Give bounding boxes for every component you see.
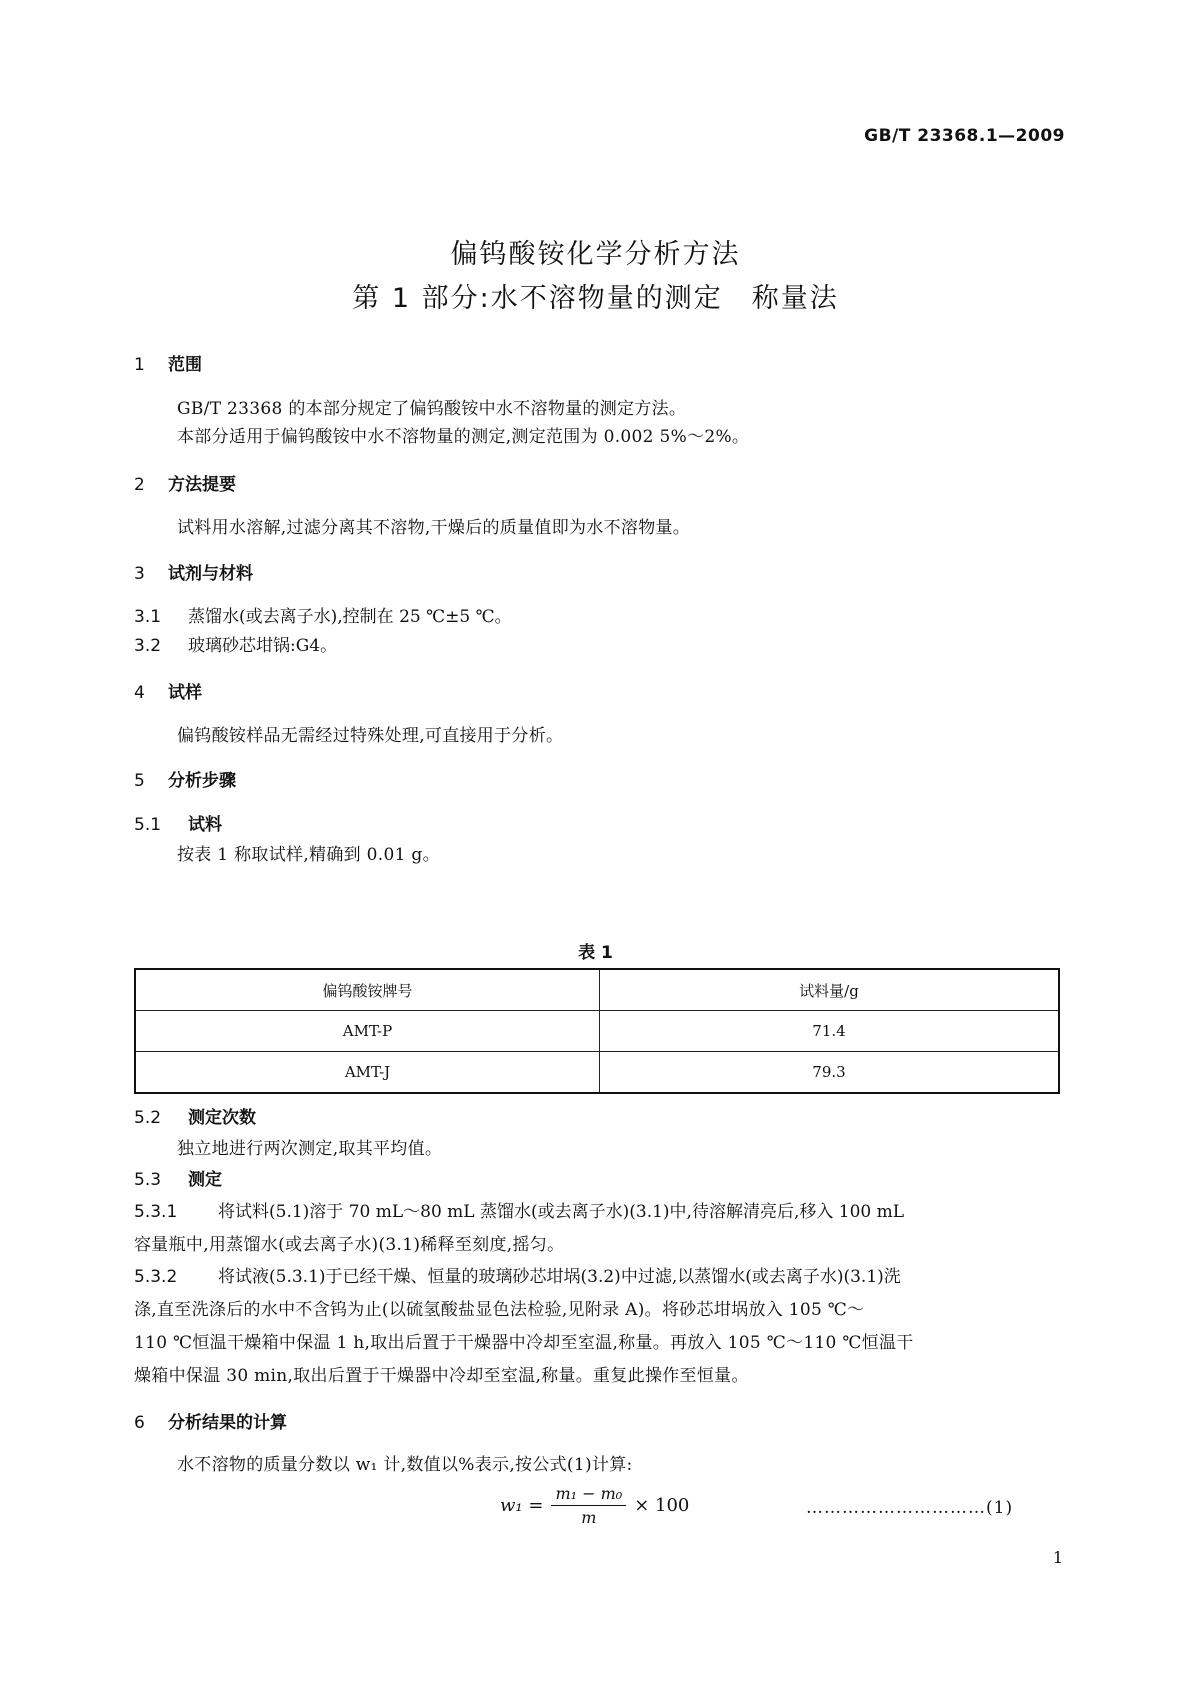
section-6-paragraph: 水不溶物的质量分数以 w₁ 计,数值以%表示,按公式(1)计算: [177, 1455, 633, 1475]
item-number: 3.1 [134, 607, 162, 627]
section-number: 1 [134, 355, 145, 375]
equation-number: …………………………(1) [806, 1498, 1014, 1518]
formula-denominator: m [581, 1508, 597, 1527]
section-number: 5.3 [134, 1170, 162, 1190]
section-title: 试料 [188, 815, 222, 835]
item-5-3-2-line-1 [134, 1262, 901, 1287]
section-title: 范围 [168, 355, 202, 375]
section-number: 5.2 [134, 1108, 162, 1128]
page-number: 1 [1052, 1548, 1063, 1567]
section-2-paragraph-1: 试料用水溶解,过滤分离其不溶物,干燥后的质量值即为水不溶物量。 [177, 518, 691, 538]
item-5-3-2-line-2: 涤,直至洗涤后的水中不含钨为止(以硫氢酸盐显色法检验,见附录 A)。将砂芯坩埚放入 105 ℃～ [134, 1300, 865, 1320]
item-5-3-2-line-4: 燥箱中保温 30 min,取出后置于干燥器中冷却至室温,称量。重复此操作至恒量。 [134, 1366, 749, 1386]
section-number: 6 [134, 1413, 145, 1433]
section-5-2-heading [134, 1103, 256, 1128]
item-text: 将试料(5.1)溶于 70 mL～80 mL 蒸馏水(或去离子水)(3.1)中,待溶解清亮后,移入 100 mL [218, 1202, 905, 1222]
section-number: 5.1 [134, 815, 162, 835]
section-title: 测定次数 [188, 1108, 256, 1128]
section-1-heading [134, 350, 202, 375]
item-5-3-1-line-2: 容量瓶中,用蒸馏水(或去离子水)(3.1)稀释至刻度,摇匀。 [134, 1235, 565, 1255]
section-1-paragraph-2: 本部分适用于偏钨酸铵中水不溶物量的测定,测定范围为 0.002 5%～2%。 [177, 427, 750, 447]
table-header-cell: 试料量/g [600, 969, 1060, 1011]
item-5-3-1-line-1 [134, 1197, 904, 1222]
table-cell: AMT-P [135, 1011, 600, 1052]
section-title: 方法提要 [168, 475, 236, 495]
formula-lhs: w₁ = [500, 1495, 544, 1516]
item-number: 5.3.2 [134, 1267, 178, 1287]
section-5-2-paragraph: 独立地进行两次测定,取其平均值。 [177, 1139, 443, 1159]
item-number: 3.2 [134, 636, 162, 656]
table-header-cell: 偏钨酸铵牌号 [135, 969, 600, 1011]
item-text: 蒸馏水(或去离子水),控制在 25 ℃±5 ℃。 [188, 607, 512, 627]
formula-fraction [551, 1484, 626, 1527]
section-6-heading [134, 1408, 287, 1433]
table-cell: AMT-J [135, 1052, 600, 1094]
section-2-heading [134, 470, 236, 495]
item-3-2 [134, 631, 337, 656]
section-title: 分析结果的计算 [168, 1413, 287, 1433]
section-4-heading [134, 678, 202, 703]
section-5-1-heading [134, 810, 222, 835]
table-caption: 表 1 [578, 943, 613, 963]
section-5-heading [134, 766, 236, 791]
table-cell: 71.4 [600, 1011, 1060, 1052]
section-title: 试样 [168, 683, 202, 703]
table-row [135, 1052, 1059, 1094]
section-title: 分析步骤 [168, 771, 236, 791]
section-title: 试剂与材料 [168, 564, 253, 584]
section-1-paragraph-1: GB/T 23368 的本部分规定了偏钨酸铵中水不溶物量的测定方法。 [177, 399, 687, 419]
section-5-1-paragraph: 按表 1 称取试样,精确到 0.01 g。 [177, 845, 440, 865]
item-5-3-2-line-3: 110 ℃恒温干燥箱中保温 1 h,取出后置于干燥器中冷却至室温,称量。再放入 105 ℃～110 ℃恒温干 [134, 1333, 914, 1353]
section-4-paragraph-1: 偏钨酸铵样品无需经过特殊处理,可直接用于分析。 [177, 726, 564, 746]
item-text: 玻璃砂芯坩锅:G4。 [188, 636, 338, 656]
document-title-line2: 第 1 部分:水不溶物量的测定 称量法 [352, 283, 839, 314]
formula-numerator: m₁ − m₀ [551, 1484, 626, 1506]
formula-rhs: × 100 [634, 1495, 690, 1516]
document-title-line1: 偏钨酸铵化学分析方法 [450, 239, 741, 270]
section-5-3-heading [134, 1165, 222, 1190]
sample-mass-table [134, 968, 1060, 1094]
section-number: 2 [134, 475, 145, 495]
section-number: 5 [134, 771, 145, 791]
table-row [135, 1011, 1059, 1052]
item-3-1 [134, 602, 512, 627]
table-cell: 79.3 [600, 1052, 1060, 1094]
section-3-heading [134, 559, 253, 584]
table-header-row [135, 969, 1059, 1011]
section-number: 4 [134, 683, 145, 703]
section-number: 3 [134, 564, 145, 584]
standard-code: GB/T 23368.1—2009 [864, 126, 1065, 146]
item-text: 将试液(5.3.1)于已经干燥、恒量的玻璃砂芯坩埚(3.2)中过滤,以蒸馏水(或去离子水)(3.1)洗 [218, 1267, 901, 1287]
formula-1 [500, 1484, 689, 1527]
item-number: 5.3.1 [134, 1202, 178, 1222]
section-title: 测定 [188, 1170, 222, 1190]
